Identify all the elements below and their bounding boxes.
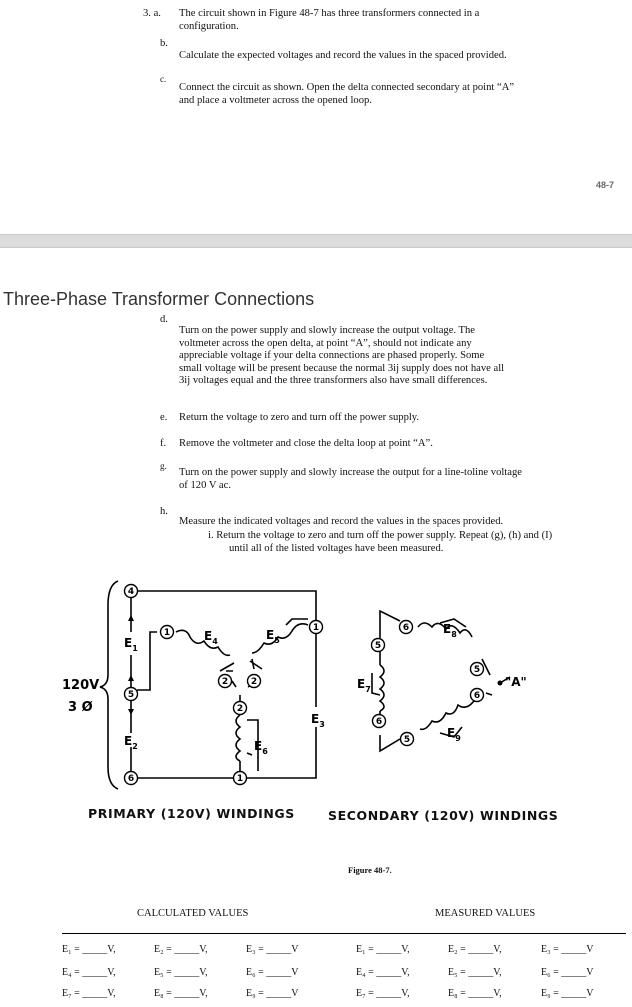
- winding-E1: $E_1$: [124, 636, 138, 653]
- winding-E8: $E_8$: [443, 622, 457, 639]
- point-A-dot: [498, 681, 503, 686]
- winding-E9: $E_9$: [447, 726, 461, 743]
- step-3c-label: c.: [160, 74, 167, 84]
- coil-E6: [236, 715, 240, 761]
- measured-values-header: MEASURED VALUES: [435, 908, 536, 919]
- wire-secondary-top: [380, 611, 400, 639]
- step-f-text: Remove the voltmeter and close the delta loop at point “A”.: [179, 438, 433, 449]
- terminal-label: 6: [473, 691, 481, 701]
- step-3b-label: b.: [160, 38, 168, 49]
- primary-windings-label: PRIMARY (120V) WINDINGS: [88, 806, 295, 821]
- secondary-windings-label: SECONDARY (120V) WINDINGS: [328, 808, 559, 823]
- coil-E4-lead: [220, 663, 234, 671]
- meas-field: E₆ = _____V: [541, 967, 594, 978]
- page-number: 48-7: [596, 180, 615, 190]
- terminal-label: 1: [163, 628, 171, 638]
- calculated-values-header: CALCULATED VALUES: [137, 908, 249, 919]
- terminal-label: 5: [374, 641, 382, 651]
- coil-E5: [252, 624, 308, 653]
- step-g-line: of 120 V ac.: [179, 479, 231, 491]
- arrow-line-5: [128, 675, 134, 681]
- step-i-line: i. Return the voltage to zero and turn off the power supply. Repeat (g), (h) and (I): [208, 530, 553, 541]
- step-3b-text: Calculate the expected voltages and record the values in the spaced provided.: [179, 50, 507, 61]
- step-e-label: e.: [160, 412, 168, 423]
- meas-field: E₁ = _____V,: [356, 944, 410, 955]
- step-3a-line: The circuit shown in Figure 48-7 has three transformers connected in a: [179, 8, 480, 19]
- wire-node2-left: [232, 681, 236, 687]
- step-3a-text: [179, 8, 479, 33]
- calc-field: E₈ = _____V,: [154, 988, 208, 999]
- step-d-line: 3ij voltages equal and the three transformers also have small differences.: [179, 375, 488, 387]
- terminal-label: 1: [312, 623, 320, 633]
- coil-E7: [380, 665, 384, 711]
- values-row: [0, 944, 632, 958]
- arrow-line-4: [128, 615, 134, 621]
- step-i-line: until all of the listed voltages have been measured.: [229, 542, 444, 554]
- wire-E7-lead: [372, 673, 380, 695]
- terminal-label: 2: [250, 677, 258, 687]
- step-3c-line: Connect the circuit as shown. Open the delta connected secondary at point “A”: [179, 82, 515, 93]
- values-rule: [62, 933, 626, 934]
- terminal-label: 6: [127, 774, 135, 784]
- step-d-line: Turn on the power supply and slowly increase the output voltage. The: [179, 325, 475, 336]
- primary-wire-to-E1: [137, 632, 157, 690]
- calc-field: E₆ = _____V: [246, 967, 299, 978]
- terminal-label: 2: [236, 704, 244, 714]
- calc-field: E₁ = _____V,: [62, 944, 116, 955]
- winding-E3: $E_3$: [311, 712, 325, 729]
- meas-field: E₄ = _____V,: [356, 967, 410, 978]
- winding-E4: $E_4$: [204, 629, 218, 646]
- step-3a-line: configuration.: [179, 20, 239, 32]
- step-f-label: f.: [160, 438, 167, 449]
- values-row: [0, 967, 632, 981]
- terminal-label: 4: [127, 587, 135, 597]
- page-divider: [0, 234, 632, 248]
- meas-field: E₃ = _____V: [541, 944, 594, 955]
- step-h-label: h.: [160, 506, 168, 517]
- step-d-text: [179, 325, 504, 388]
- step-e-text: Return the voltage to zero and turn off the power supply.: [179, 412, 420, 423]
- circuit-diagram: [0, 575, 632, 795]
- meas-field: E₇ = _____V,: [356, 988, 410, 999]
- step-i-text: [208, 530, 552, 555]
- step-d-line: appreciable voltage if your delta connections are phased properly. Some: [179, 350, 485, 362]
- point-A-label: "A": [505, 675, 527, 689]
- terminal-label: 1: [236, 774, 244, 784]
- step-g-label: g.: [160, 461, 167, 471]
- calc-field: E₉ = _____V: [246, 988, 299, 999]
- terminal-label: 5: [473, 665, 481, 675]
- wire-E9-bottom: [380, 735, 400, 751]
- supply-phase: 3 Ø: [68, 700, 93, 715]
- figure-caption: Figure 48-7.: [348, 865, 392, 875]
- calc-field: E₅ = _____V,: [154, 967, 208, 978]
- terminal-label: 6: [375, 717, 383, 727]
- meas-field: E₂ = _____V,: [448, 944, 502, 955]
- coil-E4: [176, 630, 230, 655]
- calc-field: E₂ = _____V,: [154, 944, 208, 955]
- calc-field: E₃ = _____V: [246, 944, 299, 955]
- winding-E6: $E_6$: [254, 739, 268, 756]
- meas-field: E₈ = _____V,: [448, 988, 502, 999]
- arrow-line-6: [128, 709, 134, 715]
- step-h-text: Measure the indicated voltages and record the values in the spaces provided.: [179, 516, 504, 527]
- primary-wire-top: [137, 591, 316, 707]
- terminal-label: 2: [221, 677, 229, 687]
- meas-field: E₉ = _____V: [541, 988, 594, 999]
- step-3c-line: and place a voltmeter across the opened loop.: [179, 94, 372, 106]
- winding-E7: $E_7$: [357, 677, 371, 694]
- coil-E5-lead: [250, 659, 262, 669]
- step-g-line: Turn on the power supply and slowly increase the output for a line-toline voltage: [179, 467, 522, 478]
- values-row: [0, 988, 632, 1002]
- terminal-label: 6: [402, 623, 410, 633]
- calc-field: E₇ = _____V,: [62, 988, 116, 999]
- winding-E5: $E_5$: [266, 628, 280, 645]
- meas-field: E₅ = _____V,: [448, 967, 502, 978]
- step-g-text: [179, 467, 522, 492]
- step-d-line: voltmeter across the open delta, at point “A”, should not indicate any: [179, 337, 472, 349]
- winding-E2: $E_2$: [124, 734, 138, 751]
- supply-voltage: 120V: [62, 678, 100, 693]
- step-d-line: small voltage will be present because the normal 3ij supply does not have all: [179, 362, 505, 374]
- supply-bracket: [100, 581, 118, 789]
- step-d-label: d.: [160, 314, 168, 325]
- step-3c-text: [179, 82, 514, 107]
- step-3a-number: 3. a.: [143, 8, 161, 19]
- terminal-label: 5: [127, 690, 135, 700]
- calc-field: E₄ = _____V,: [62, 967, 116, 978]
- section-title: Three-Phase Transformer Connections: [3, 289, 315, 309]
- terminal-label: 5: [403, 735, 411, 745]
